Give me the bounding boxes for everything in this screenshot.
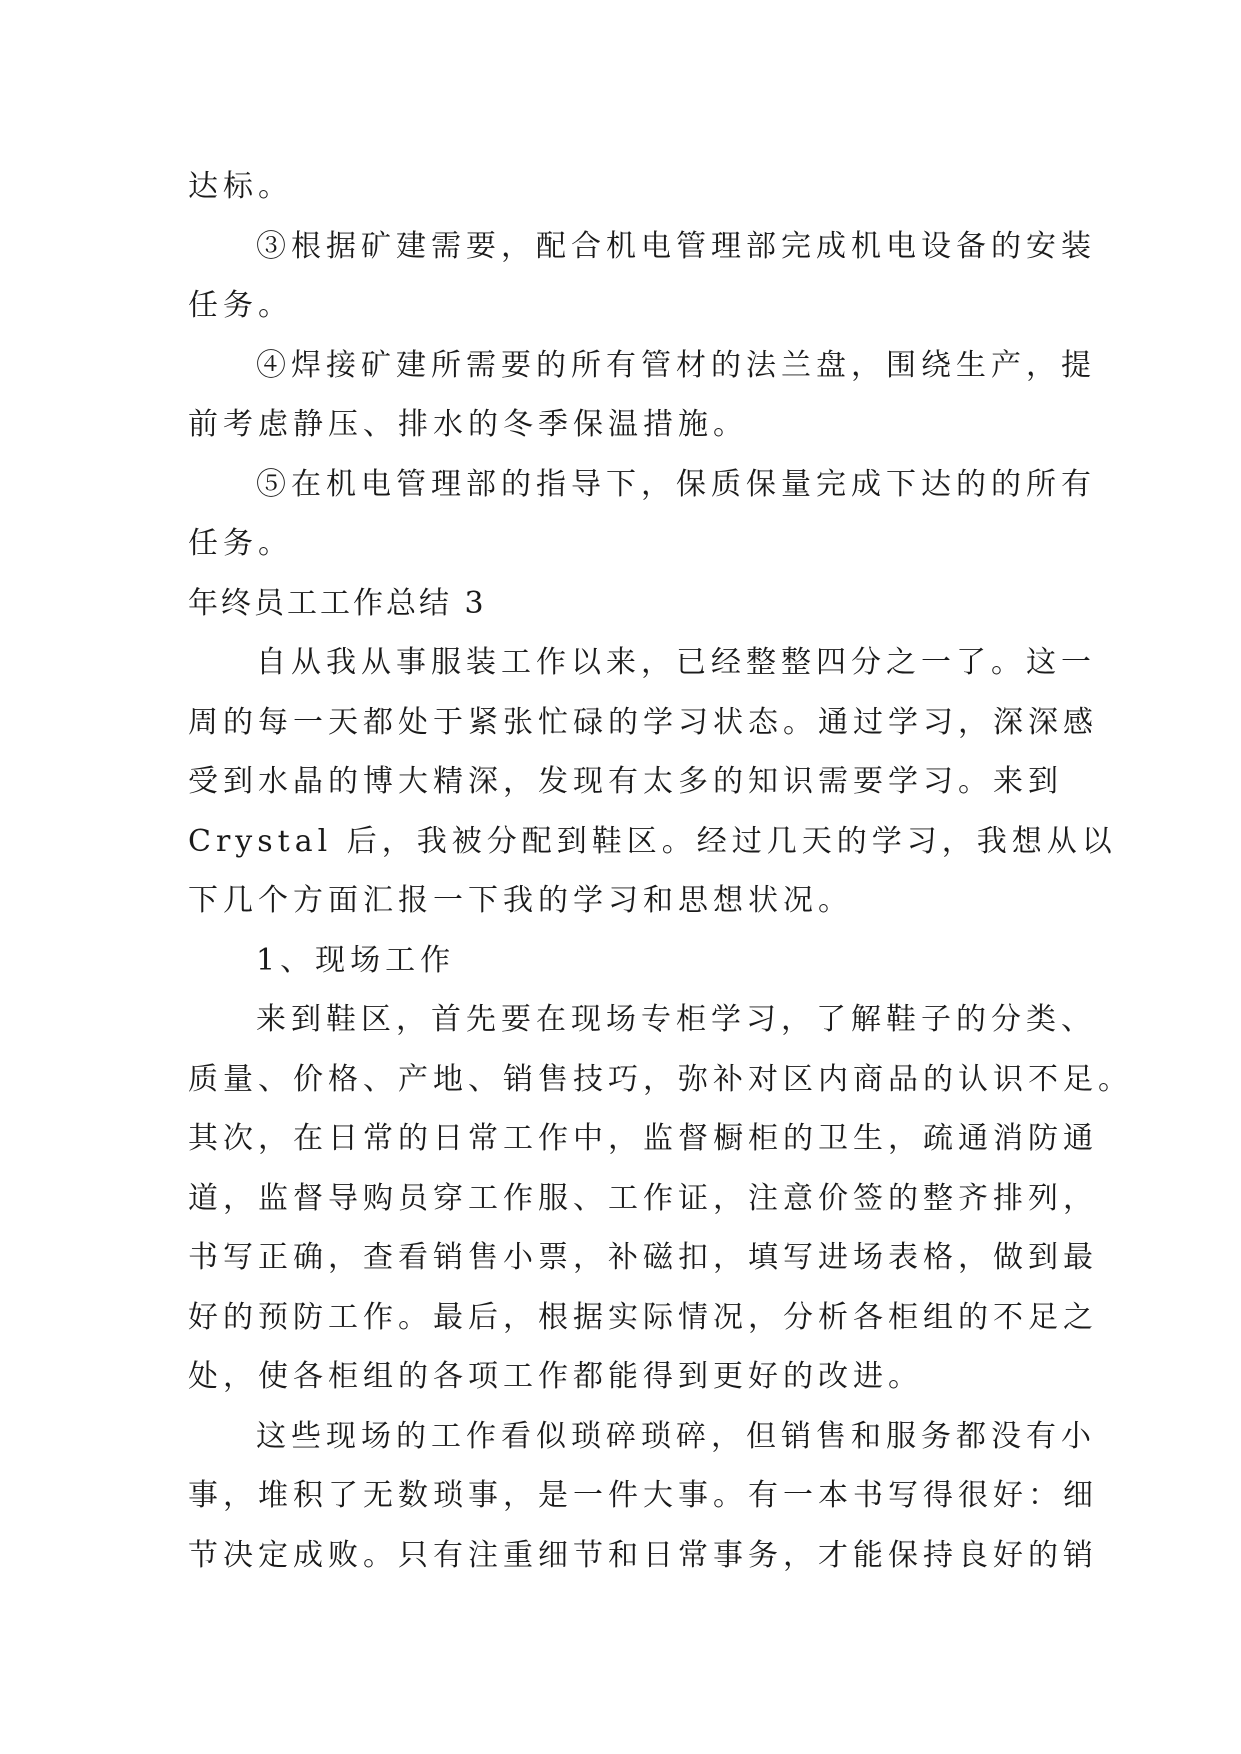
text-line: 达标。 (188, 169, 293, 204)
text-line: 质量、价格、产地、销售技巧，弥补对区内商品的认识不足。 (188, 1061, 1133, 1097)
text-line: ⑤在机电管理部的指导下，保质保量完成下达的的所有 (256, 466, 1096, 502)
text-line: 其次，在日常的日常工作中，监督橱柜的卫生，疏通消防通 (188, 1121, 1098, 1156)
text-line: 处，使各柜组的各项工作都能得到更好的改进。 (188, 1359, 923, 1394)
section-heading: 年终员工工作总结 3 (188, 585, 487, 621)
text-line: 来到鞋区，首先要在现场专柜学习，了解鞋子的分类、 (256, 1002, 1096, 1037)
text-line: 下几个方面汇报一下我的学习和思想状况。 (188, 883, 853, 918)
text-line: ④焊接矿建所需要的所有管材的法兰盘，围绕生产，提 (256, 347, 1096, 383)
text-line: 事，堆积了无数琐事，是一件大事。有一本书写得很好：细 (188, 1478, 1098, 1513)
text-line: 任务。 (188, 526, 293, 561)
text-line: 周的每一天都处于紧张忙碌的学习状态。通过学习，深深感 (188, 704, 1098, 740)
text-line: 受到水晶的博大精深，发现有太多的知识需要学习。来到 (188, 764, 1063, 799)
text-line: 自从我从事服装工作以来，已经整整四分之一了。这一 (256, 645, 1096, 680)
text-line: 节决定成败。只有注重细节和日常事务，才能保持良好的销 (188, 1537, 1098, 1573)
text-line: 这些现场的工作看似琐碎琐碎，但销售和服务都没有小 (256, 1418, 1096, 1454)
text-line: 1、现场工作 (256, 942, 456, 978)
text-line: 好的预防工作。最后，根据实际情况，分析各柜组的不足之 (188, 1299, 1098, 1335)
text-line: 前考虑静压、排水的冬季保温措施。 (188, 407, 748, 442)
text-line: 书写正确，查看销售小票，补磁扣，填写进场表格，做到最 (188, 1240, 1098, 1275)
text-line: ③根据矿建需要，配合机电管理部完成机电设备的安装 (256, 228, 1096, 264)
text-line: Crystal 后，我被分配到鞋区。经过几天的学习，我想从以 (188, 823, 1117, 859)
text-line: 任务。 (188, 288, 293, 323)
text-line: 道，监督导购员穿工作服、工作证，注意价签的整齐排列， (188, 1180, 1098, 1216)
document-body (188, 157, 1133, 1585)
